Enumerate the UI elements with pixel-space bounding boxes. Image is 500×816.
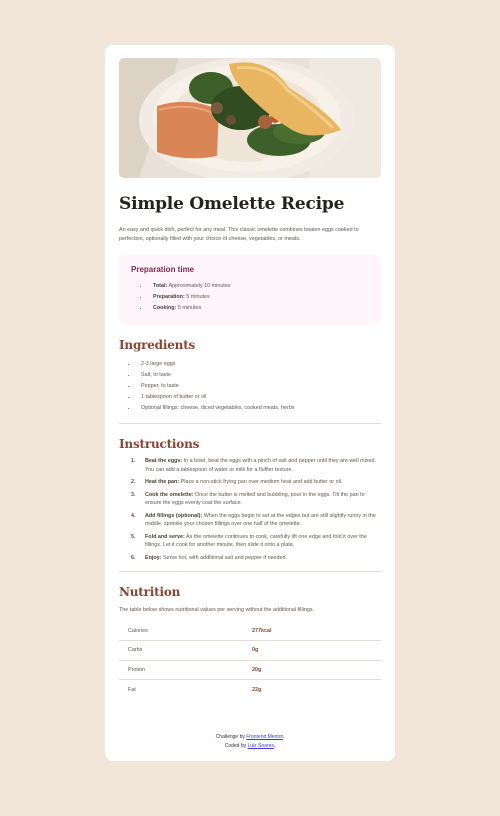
step-label: Heat the pan: [145,479,180,485]
step-text: In a bowl, beat the eggs with a pinch of salt and pepper until they are well mixed. You can add a tablespoon of water or milk for a fluffier texture. [145,458,377,473]
attribution-footer [105,733,395,750]
step-text: Once the butter is melted and bubbling, pour in the eggs. Tilt the pan to ensure the eggs evenly coat the surface. [145,491,365,506]
list-item: • Pepper, to taste [137,381,381,392]
nutrient-name: Fat [128,686,136,693]
preparation-title: Preparation time [131,265,195,274]
list-item [137,512,381,529]
table-row [119,660,381,680]
attribution-text: Coded by [224,742,248,749]
preparation-box [119,255,381,325]
preparation-list [131,281,369,314]
attribution-text: Challenge by [215,734,247,740]
page-title: Simple Omelette Recipe [119,194,345,214]
attribution-text: . [282,734,285,740]
list-item: • Optional fillings: cheese, diced vegetables, cooked meats, herbs [137,403,381,414]
ingredients-list [119,359,381,414]
step-label: Cook the omelette: [145,491,194,498]
list-item [137,478,381,487]
hero-image [119,58,381,178]
step-label: Enjoy: [145,554,162,561]
omelette-photo [119,58,381,178]
divider [119,571,381,572]
list-item [149,303,369,314]
step-text: Serve hot, with additional salt and pepper if needed. [161,554,288,561]
prep-value: 5 minutes [184,294,210,300]
prep-value: 5 minutes [176,305,202,311]
prep-value: Approximately 10 minutes [167,283,231,289]
divider [119,423,381,424]
recipe-intro: An easy and quick dish, perfect for any meal. This classic omelette combines beaten eggs cooked to perfection, optionally filled with your choice of cheese, vegetables, or meats. [119,227,359,242]
nutrient-name: Carbs [119,641,252,661]
attribution-line [105,733,395,742]
author-link[interactable]: Luiz Soares [247,742,274,749]
prep-label: Cooking: [153,305,177,311]
nutrient-name: Calories [119,621,252,641]
nutrient-value: 22g [252,686,262,693]
table-row [119,641,381,661]
nutrient-name: Protein [119,660,252,680]
frontend-mentor-link[interactable]: Frontend Mentor [246,734,283,740]
table-row [119,621,381,641]
list-item: • 1 tablespoon of butter or oil [137,392,381,403]
instructions-list [119,457,381,562]
attribution-text: . [273,742,276,749]
list-item [137,554,381,563]
step-label: Fold and serve: [145,533,185,540]
attribution-line [105,742,395,751]
nutrient-value: 277kcal [252,621,381,641]
ingredients-heading: Ingredients [119,338,196,352]
step-text: When the eggs begin to set at the edges but are still slightly runny in the middle, sprinkle your chosen fillings over one half of the omelette. [145,512,376,527]
list-item [137,533,381,550]
list-item [137,457,381,474]
list-item [149,281,369,292]
nutrient-value: 0g [252,641,381,661]
nutrient-value: 20g [252,660,381,680]
list-item: • 2-3 large eggs [137,359,381,370]
table-row [119,680,381,700]
list-item [137,491,381,508]
list-item: • Salt, to taste [137,370,381,381]
step-label: Beat the eggs: [145,458,183,464]
list-item [149,292,369,303]
nutrition-intro: The table below shows nutritional values per serving without the additional fillings. [119,607,315,613]
instructions-heading: Instructions [119,437,200,451]
nutrition-table [119,621,381,699]
nutrition-heading: Nutrition [119,585,181,599]
prep-label: Preparation: [153,294,185,300]
prep-label: Total: [153,283,168,289]
step-label: Add fillings (optional): [145,512,203,519]
recipe-card [105,45,395,761]
step-text: As the omelette continues to cook, carefully lift one edge and fold it over the fillings. Let it cook for another minute, then slide it onto a plate. [145,533,367,548]
step-text: Place a non-stick frying pan over medium heat and add butter or oil. [179,479,343,485]
